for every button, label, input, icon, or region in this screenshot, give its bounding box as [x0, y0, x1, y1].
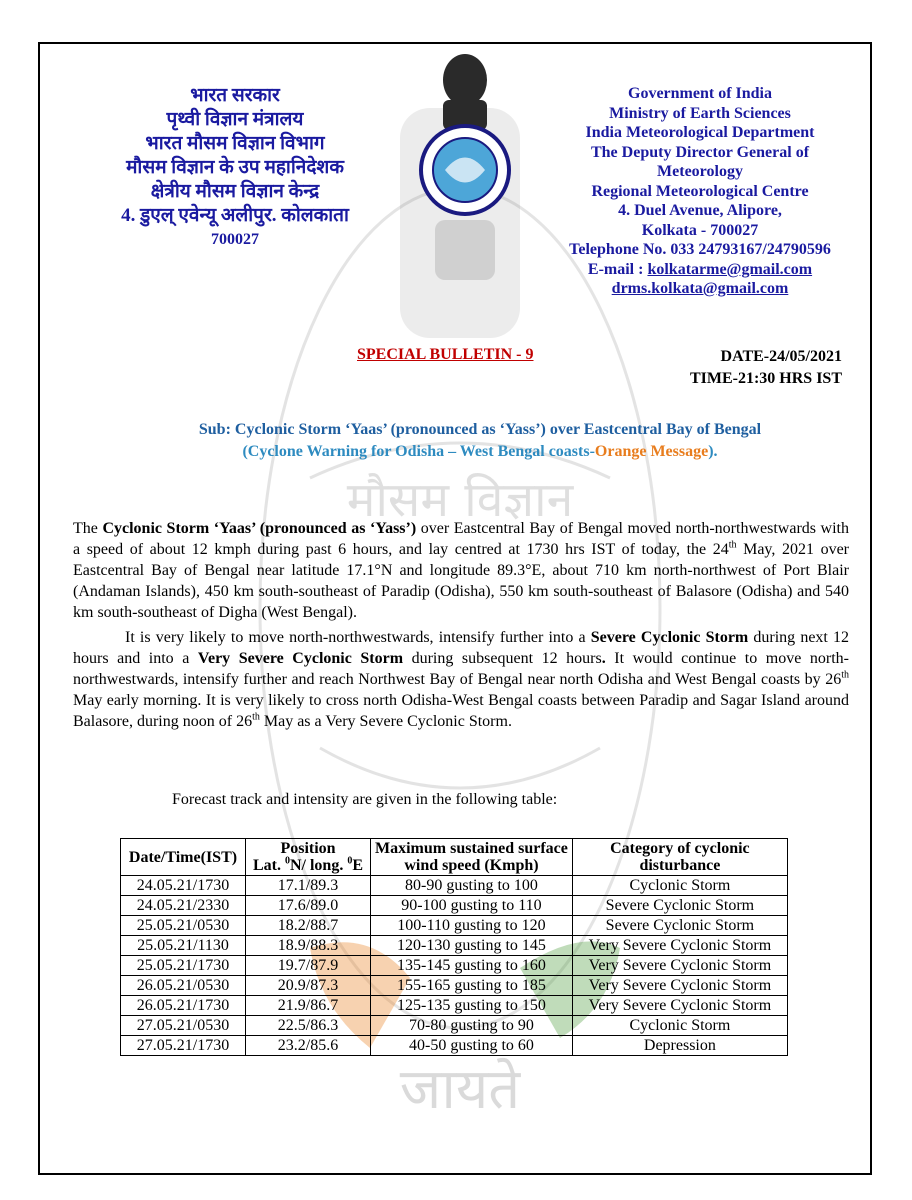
watermark-text-top: मौसम विज्ञान — [346, 472, 574, 528]
table-row — [121, 1016, 788, 1036]
subject-line2-a: (Cyclone Warning for Odisha – West Bengal coasts- — [242, 443, 595, 460]
paragraph-1 — [73, 518, 849, 623]
en-line-2: Ministry of Earth Sciences — [609, 104, 791, 122]
cell-datetime: 26.05.21/1730 — [121, 996, 246, 1016]
th-category — [572, 839, 787, 876]
email-link-1[interactable]: kolkatarme@gmail.com — [647, 260, 813, 278]
p2-sup-2: th — [252, 711, 260, 723]
en-line-4: The Deputy Director General of — [590, 143, 810, 161]
cell-position: 22.5/86.3 — [246, 1016, 371, 1036]
cell-position: 18.2/88.7 — [246, 916, 371, 936]
p1-text-a: The — [73, 520, 103, 537]
date-time-block — [620, 346, 842, 390]
bulletin-title: SPECIAL BULLETIN - 9 — [357, 346, 534, 363]
subject-text: Cyclonic Storm ‘Yaas’ (pronounced as ‘Yass’) over Eastcentral Bay of Bengal — [230, 421, 762, 438]
th-wind-speed — [371, 839, 573, 876]
th-wind-line2: wind speed (Kmph) — [404, 857, 539, 874]
table-row — [121, 1036, 788, 1056]
p2-text-c: during subsequent 12 hours — [403, 650, 602, 667]
header-hindi — [90, 84, 380, 252]
subject-line2-b: ). — [708, 443, 718, 460]
cell-category: Very Severe Cyclonic Storm — [572, 976, 787, 996]
p1-text-c: May, 2021 over Eastcentral Bay of Bengal near latitude 17.1°N and longitude 89.3°E, about 710 km north-northwest of Port Blair (Andaman Islands), 450 km south-southeast of Paradip (Odisha), 550 km south-southeast of Balasore (Odisha) and 540 km south-southeast of Digha (West Bengal). — [73, 541, 850, 621]
cell-wind: 40-50 gusting to 60 — [371, 1036, 573, 1056]
subject-label: Sub: — [198, 421, 231, 438]
forecast-table — [120, 838, 788, 1056]
cell-datetime: 26.05.21/0530 — [121, 976, 246, 996]
en-line-7: 4. Duel Avenue, Alipore, — [618, 202, 782, 219]
email-label: E-mail : — [587, 260, 648, 278]
table-row — [121, 876, 788, 896]
th-date-time: Date/Time(IST) — [121, 839, 246, 876]
orange-message: Orange Message — [594, 443, 709, 460]
hindi-line-2: पृथ्वी विज्ञान मंत्रालय — [166, 109, 304, 130]
cell-datetime: 25.05.21/0530 — [121, 916, 246, 936]
cell-datetime: 24.05.21/1730 — [121, 876, 246, 896]
cell-position: 21.9/86.7 — [246, 996, 371, 1016]
p2-text-f: May as a Very Severe Cyclonic Storm. — [259, 713, 512, 730]
watermark-text-bottom: जायते — [399, 1057, 521, 1122]
cell-wind: 70-80 gusting to 90 — [371, 1016, 573, 1036]
en-line-1: Government of India — [628, 85, 772, 102]
th-position-lat: Lat. — [252, 857, 285, 874]
cell-datetime: 25.05.21/1730 — [121, 956, 246, 976]
cell-wind: 120-130 gusting to 145 — [371, 936, 573, 956]
imd-emblem-logo — [395, 50, 535, 290]
th-position-sup2: 0 — [347, 855, 353, 867]
p2-bold-2: Very Severe Cyclonic Storm — [197, 650, 404, 667]
cell-datetime: 24.05.21/2330 — [121, 896, 246, 916]
cell-datetime: 27.05.21/1730 — [121, 1036, 246, 1056]
cell-wind: 135-145 gusting to 160 — [371, 956, 573, 976]
cell-position: 23.2/85.6 — [246, 1036, 371, 1056]
cell-wind: 90-100 gusting to 110 — [371, 896, 573, 916]
th-category-line1: Category of cyclonic — [610, 840, 750, 857]
cell-category: Very Severe Cyclonic Storm — [572, 936, 787, 956]
hindi-line-5: क्षेत्रीय मौसम विज्ञान केन्द्र — [150, 181, 320, 202]
en-line-6: Regional Meteorological Centre — [591, 182, 809, 200]
cell-wind: 80-90 gusting to 100 — [371, 876, 573, 896]
table-row — [121, 956, 788, 976]
p1-bold: Cyclonic Storm ‘Yaas’ (pronounced as ‘Yass’) — [102, 520, 417, 537]
hindi-line-4: मौसम विज्ञान के उप महानिदेशक — [126, 157, 344, 178]
th-position — [246, 839, 371, 876]
bulletin-time: TIME-21:30 HRS IST — [689, 370, 842, 387]
en-line-8: Kolkata - 700027 — [641, 221, 759, 239]
p2-text-d: It would continue to move north-northwestwards, intensify further and reach Northwest Bay of Bengal near north Odisha and West Bengal coasts by 26 — [73, 650, 849, 688]
table-row — [121, 996, 788, 1016]
p2-bold-1: Severe Cyclonic Storm — [590, 629, 749, 646]
cell-position: 17.6/89.0 — [246, 896, 371, 916]
th-position-line1: Position — [280, 840, 336, 857]
bulletin-date: DATE-24/05/2021 — [720, 348, 842, 365]
cell-category: Very Severe Cyclonic Storm — [572, 956, 787, 976]
p1-text-b: over Eastcentral Bay of Bengal moved north-northwestwards with a speed of about 12 kmph during past 6 hours, and lay centred at 1730 hrs IST of today, the 24 — [73, 520, 850, 558]
th-position-long: N/ long. — [289, 857, 348, 874]
email-link-2[interactable]: drms.kolkata@gmail.com — [611, 280, 789, 297]
header-english — [545, 84, 855, 299]
cell-wind: 155-165 gusting to 185 — [371, 976, 573, 996]
table-row — [121, 936, 788, 956]
cell-position: 17.1/89.3 — [246, 876, 371, 896]
th-position-sup1: 0 — [284, 855, 290, 867]
subject-line-1 — [90, 419, 870, 441]
cell-position: 20.9/87.3 — [246, 976, 371, 996]
cell-category: Severe Cyclonic Storm — [572, 896, 787, 916]
email-row — [545, 260, 855, 280]
cell-category: Cyclonic Storm — [572, 876, 787, 896]
table-row — [121, 976, 788, 996]
cell-category: Depression — [572, 1036, 787, 1056]
cell-position: 18.9/88.3 — [246, 936, 371, 956]
hindi-line-3: भारत मौसम विज्ञान विभाग — [145, 133, 325, 154]
cell-datetime: 25.05.21/1130 — [121, 936, 246, 956]
en-line-3: India Meteorological Department — [585, 124, 815, 141]
cell-datetime: 27.05.21/0530 — [121, 1016, 246, 1036]
cell-category: Cyclonic Storm — [572, 1016, 787, 1036]
cell-category: Severe Cyclonic Storm — [572, 916, 787, 936]
p2-text-e: May early morning. It is very likely to cross north Odisha-West Bengal coasts between Paradip and Sagar Island around Balasore, during noon of 26 — [73, 692, 849, 730]
th-wind-line1: Maximum sustained surface — [375, 840, 568, 857]
cell-wind: 125-135 gusting to 150 — [371, 996, 573, 1016]
subject-line-2 — [90, 441, 870, 463]
table-row — [121, 916, 788, 936]
subject — [90, 419, 870, 463]
hindi-pincode: 700027 — [211, 231, 259, 248]
hindi-line-6: 4. डुएल् एवेन्यू अलीपुर. कोलकाता — [121, 205, 349, 226]
table-row — [121, 896, 788, 916]
email-row-2 — [545, 279, 855, 299]
th-position-e: E — [352, 857, 363, 874]
p2-sup-1: th — [841, 669, 849, 681]
p2-text-a: It is very likely to move north-northwestwards, intensify further into a — [125, 629, 591, 646]
cell-position: 19.7/87.9 — [246, 956, 371, 976]
hindi-line-1: भारत सरकार — [190, 85, 280, 106]
cell-wind: 100-110 gusting to 120 — [371, 916, 573, 936]
p1-sup: th — [728, 539, 737, 551]
table-header-row — [121, 839, 788, 876]
telephone: Telephone No. 033 24793167/24790596 — [569, 241, 831, 258]
en-line-5: Meteorology — [657, 163, 743, 180]
cell-category: Very Severe Cyclonic Storm — [572, 996, 787, 1016]
p2-bold-3: . — [601, 650, 606, 667]
paragraph-2 — [73, 627, 849, 732]
paragraph-3: Forecast track and intensity are given in the following table: — [172, 791, 558, 808]
th-category-line2: disturbance — [639, 857, 721, 874]
p2-text-b: during next 12 hours and into a — [73, 629, 850, 667]
